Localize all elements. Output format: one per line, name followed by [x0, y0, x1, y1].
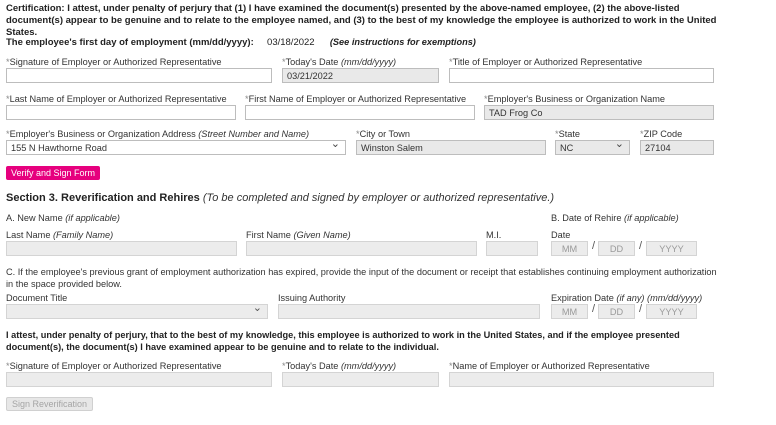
address-label: *Employer's Business or Organization Address (Street Number and Name): [6, 129, 310, 139]
date-slash: /: [592, 303, 596, 315]
section3-subtitle: (To be completed and signed by employer or authorized representative.): [202, 192, 555, 204]
city-field: Winston Salem: [356, 140, 546, 155]
state-value: NC: [560, 143, 574, 153]
s3-name-label: *Name of Employer or Authorized Representative: [449, 361, 650, 371]
exemptions-note: (See instructions for exemptions): [329, 37, 476, 47]
s3-todays-date-label: *Today's Date (mm/dd/yyyy): [282, 361, 397, 371]
zip-field: 27104: [640, 140, 714, 155]
exp-yyyy-input[interactable]: YYYY: [646, 304, 697, 319]
last-name-input[interactable]: [6, 105, 236, 120]
first-day-row: [6, 37, 476, 48]
last-name-label: *Last Name of Employer or Authorized Representative: [6, 94, 227, 104]
exp-dd-input[interactable]: DD: [598, 304, 635, 319]
s3-todays-date-field[interactable]: [282, 372, 439, 387]
s3-name-input[interactable]: [449, 372, 714, 387]
todays-date-label: *Today's Date (mm/dd/yyyy): [282, 57, 397, 67]
todays-date-field: 03/21/2022: [282, 68, 439, 83]
first-day-label: The employee's first day of employment (mm/dd/yyyy):: [6, 37, 254, 48]
s3-first-name-label: First Name (Given Name): [246, 230, 351, 240]
org-name-label: *Employer's Business or Organization Name: [484, 94, 665, 104]
issuing-authority-input[interactable]: [278, 304, 540, 319]
state-label: *State: [555, 129, 581, 139]
rehire-mm-input[interactable]: MM: [551, 241, 588, 256]
section3-heading: [6, 192, 554, 204]
doc-title-label: Document Title: [6, 293, 68, 303]
certification-text: Certification: I attest, under penalty of perjury that (1) I have examined the document(s) presented by the above-named employee, (2) the above-listed document(s) appear to be genuine and to relate to the employee named, and (3) to the best of my knowledge the employee is authorized to work in the United States.: [6, 3, 717, 38]
state-select[interactable]: [555, 140, 630, 155]
exp-mm-input[interactable]: MM: [551, 304, 588, 319]
sign-reverification-button[interactable]: Sign Reverification: [6, 397, 93, 411]
rehire-label: B. Date of Rehire (if applicable): [551, 213, 679, 223]
title-input[interactable]: [449, 68, 714, 83]
s3-mi-input[interactable]: [486, 241, 538, 256]
first-day-value: 03/18/2022: [267, 37, 315, 48]
rehire-yyyy-input[interactable]: YYYY: [646, 241, 697, 256]
s3-first-name-input[interactable]: [246, 241, 477, 256]
city-label: *City or Town: [356, 129, 410, 139]
date-slash: /: [639, 303, 643, 315]
s3-signature-field[interactable]: [6, 372, 272, 387]
address-value: 155 N Hawthorne Road: [11, 143, 108, 153]
doc-title-select[interactable]: [6, 304, 268, 319]
signature-label: *Signature of Employer or Authorized Representative: [6, 57, 222, 67]
s3-mi-label: M.I.: [486, 230, 502, 240]
first-name-label: *First Name of Employer or Authorized Representative: [245, 94, 467, 104]
s3-last-name-label: Last Name (Family Name): [6, 230, 114, 240]
section3-title: Section 3. Reverification and Rehires: [6, 192, 200, 204]
org-name-field: TAD Frog Co: [484, 105, 714, 120]
verify-sign-button[interactable]: Verify and Sign Form: [6, 166, 100, 180]
s3-date-label: Date: [551, 230, 571, 240]
date-slash: /: [592, 240, 596, 252]
address-select[interactable]: [6, 140, 346, 155]
zip-label: *ZIP Code: [640, 129, 683, 139]
date-slash: /: [639, 240, 643, 252]
first-name-input[interactable]: [245, 105, 475, 120]
issuing-authority-label: Issuing Authority: [278, 293, 346, 303]
paragraph-c: C. If the employee's previous grant of employment authorization has expired, provide the input of the document or receipt that establishes continuing employment authorization in the space provided below.: [6, 267, 717, 289]
new-name-label: A. New Name (if applicable): [6, 213, 120, 223]
rehire-dd-input[interactable]: DD: [598, 241, 635, 256]
expiration-label: Expiration Date (if any) (mm/dd/yyyy): [551, 293, 703, 303]
signature-field[interactable]: [6, 68, 272, 83]
s3-signature-label: *Signature of Employer or Authorized Representative: [6, 361, 222, 371]
s3-last-name-input[interactable]: [6, 241, 237, 256]
title-label: *Title of Employer or Authorized Representative: [449, 57, 643, 67]
attestation-text: I attest, under penalty of perjury, that to the best of my knowledge, this employee is authorized to work in the United States, and if the employee presented document(s), the document(s) I have examined appear to be genuine and to relate to the individual.: [6, 330, 680, 352]
